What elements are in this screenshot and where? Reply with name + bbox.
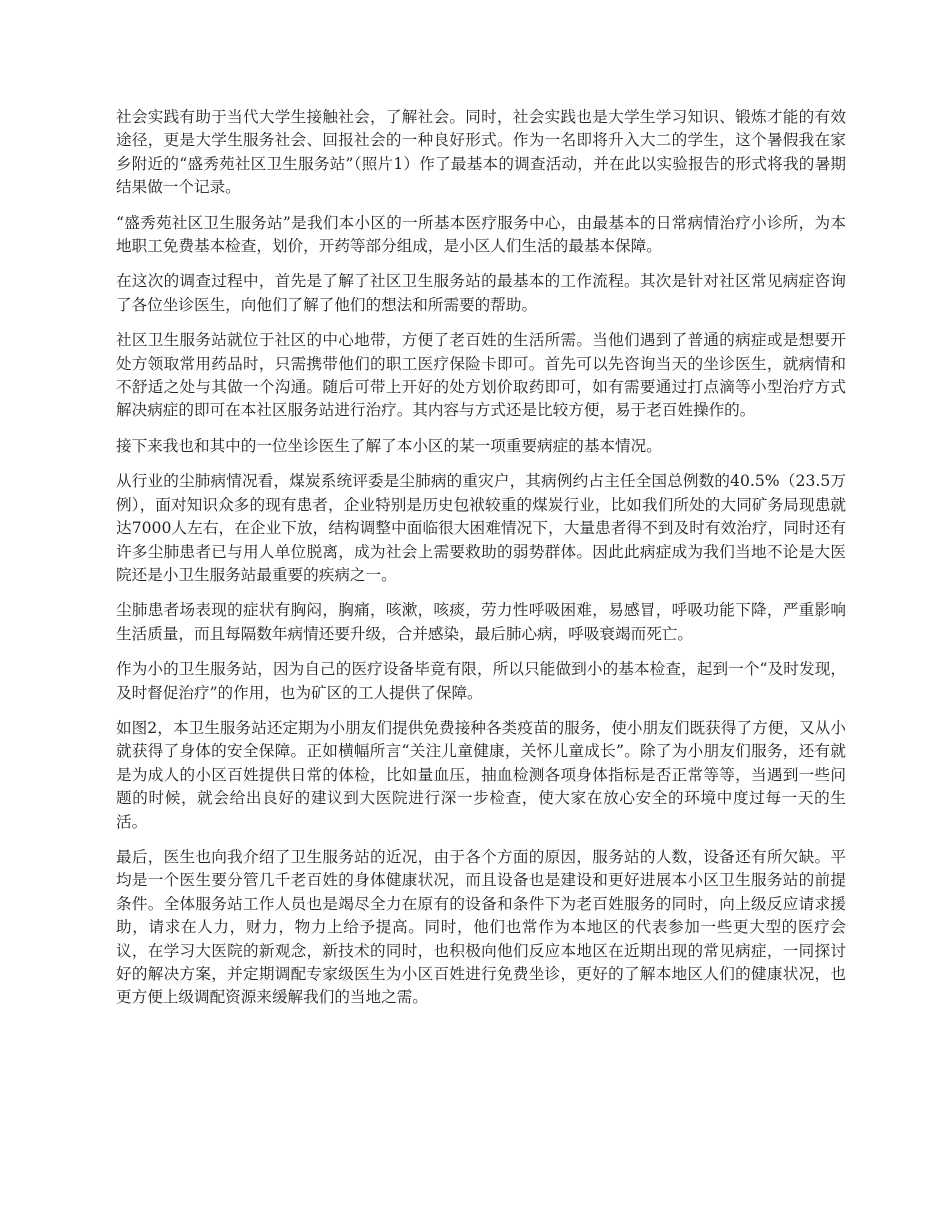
paragraph-survey-process: 在这次的调查过程中，首先是了解了社区卫生服务站的最基本的工作流程。其次是针对社区常见病症咨询了各位坐诊医生，向他们了解了他们的想法和所需要的帮助。 [116,272,846,314]
document-body [116,106,846,1022]
paragraph-vaccination: 如图2，本卫生服务站还定期为小朋友们提供免费接种各类疫苗的服务，使小朋友们既获得了方便，又从小就获得了身体的安全保障。正如横幅所言“关注儿童健康，关怀儿童成长”。除了为小朋友们服务，还有就是为成人的小区百姓提供日常的体检，比如量血压，抽血检测各项身体指标是否正常等等，当遇到一些问题的时候，就会给出良好的建议到大医院进行深一步检查，使大家在放心安全的环境中度过每一天的生活。 [116,718,846,831]
paragraph-station-role: 作为小的卫生服务站，因为自己的医疗设备毕竟有限，所以只能做到小的基本检查，起到一个“及时发现，及时督促治疗”的作用，也为矿区的工人提供了保障。 [116,660,846,702]
paragraph-disease-intro: 接下来我也和其中的一位坐诊医生了解了本小区的某一项重要病症的基本情况。 [116,436,662,455]
paragraph-pneumoconiosis-stats: 从行业的尘肺病情况看，煤炭系统评委是尘肺病的重灾户，其病例约占主任全国总例数的40.5%（23.5万例），面对知识众多的现有患者，企业特别是历史包袱较重的煤炭行业，比如我们所处的大同矿务局现患就达7000人左右，在企业下放，结构调整中面临很大困难情况下，大量患者得不到及时有效治疗，同时还有许多尘肺患者已与用人单位脱离，成为社会上需要救助的弱势群体。因此此病症成为我们当地不论是大医院还是小卫生服务站最重要的疾病之一。 [116,472,846,584]
paragraph-intro: 社会实践有助于当代大学生接触社会，了解社会。同时，社会实践也是大学生学习知识、锻炼才能的有效途径，更是大学生服务社会、回报社会的一种良好形式。作为一名即将升入大二的学生，这个暑假我在家乡附近的“盛秀苑社区卫生服务站”（照片1）作了最基本的调查活动，并在此以实验报告的形式将我的暑期结果做一个记录。 [116,108,846,197]
paragraph-conclusion: 最后，医生也向我介绍了卫生服务站的近况，由于各个方面的原因，服务站的人数，设备还有所欠缺。平均是一个医生要分管几千老百姓的身体健康状况，而且设备也是建设和更好进展本小区卫生服务站的前提条件。全体服务站工作人员也是竭尽全力在原有的设备和条件下为老百姓服务的同时，向上级反应请求援助，请求在人力，财力，物力上给予提高。同时，他们也常作为本地区的代表参加一些更大型的医疗会议，在学习大医院的新观念，新技术的同时，也积极向他们反应本地区在近期出现的常见病症，一同探讨好的解决方案，并定期调配专家级医生为小区百姓进行免费坐诊，更好的了解本地区人们的健康状况，也更方便上级调配资源来缓解我们的当地之需。 [116,847,846,1007]
paragraph-symptoms: 尘肺患者场表现的症状有胸闷，胸痛，咳漱，咳痰，劳力性呼吸困难，易感冒，呼吸功能下降，严重影响生活质量，而且每隔数年病情还要升级，合并感染，最后肺心病，呼吸衰竭而死亡。 [116,601,846,643]
paragraph-station-location: 社区卫生服务站就位于社区的中心地带，方便了老百姓的生活所需。当他们遇到了普通的病症或是想要开处方领取常用药品时，只需携带他们的职工医疗保险卡即可。首先可以先咨询当天的坐诊医生，就病情和不舒适之处与其做一个沟通。随后可带上开好的处方划价取药即可，如有需要通过打点滴等小型治疗方式解决病症的即可在本社区服务站进行治疗。其内容与方式还是比较方便，易于老百姓操作的。 [116,331,846,420]
paragraph-station-intro: “盛秀苑社区卫生服务站”是我们本小区的一所基本医疗服务中心，由最基本的日常病情治疗小诊所，为本地职工免费基本检查，划价，开药等部分组成，是小区人们生活的最基本保障。 [116,213,846,256]
